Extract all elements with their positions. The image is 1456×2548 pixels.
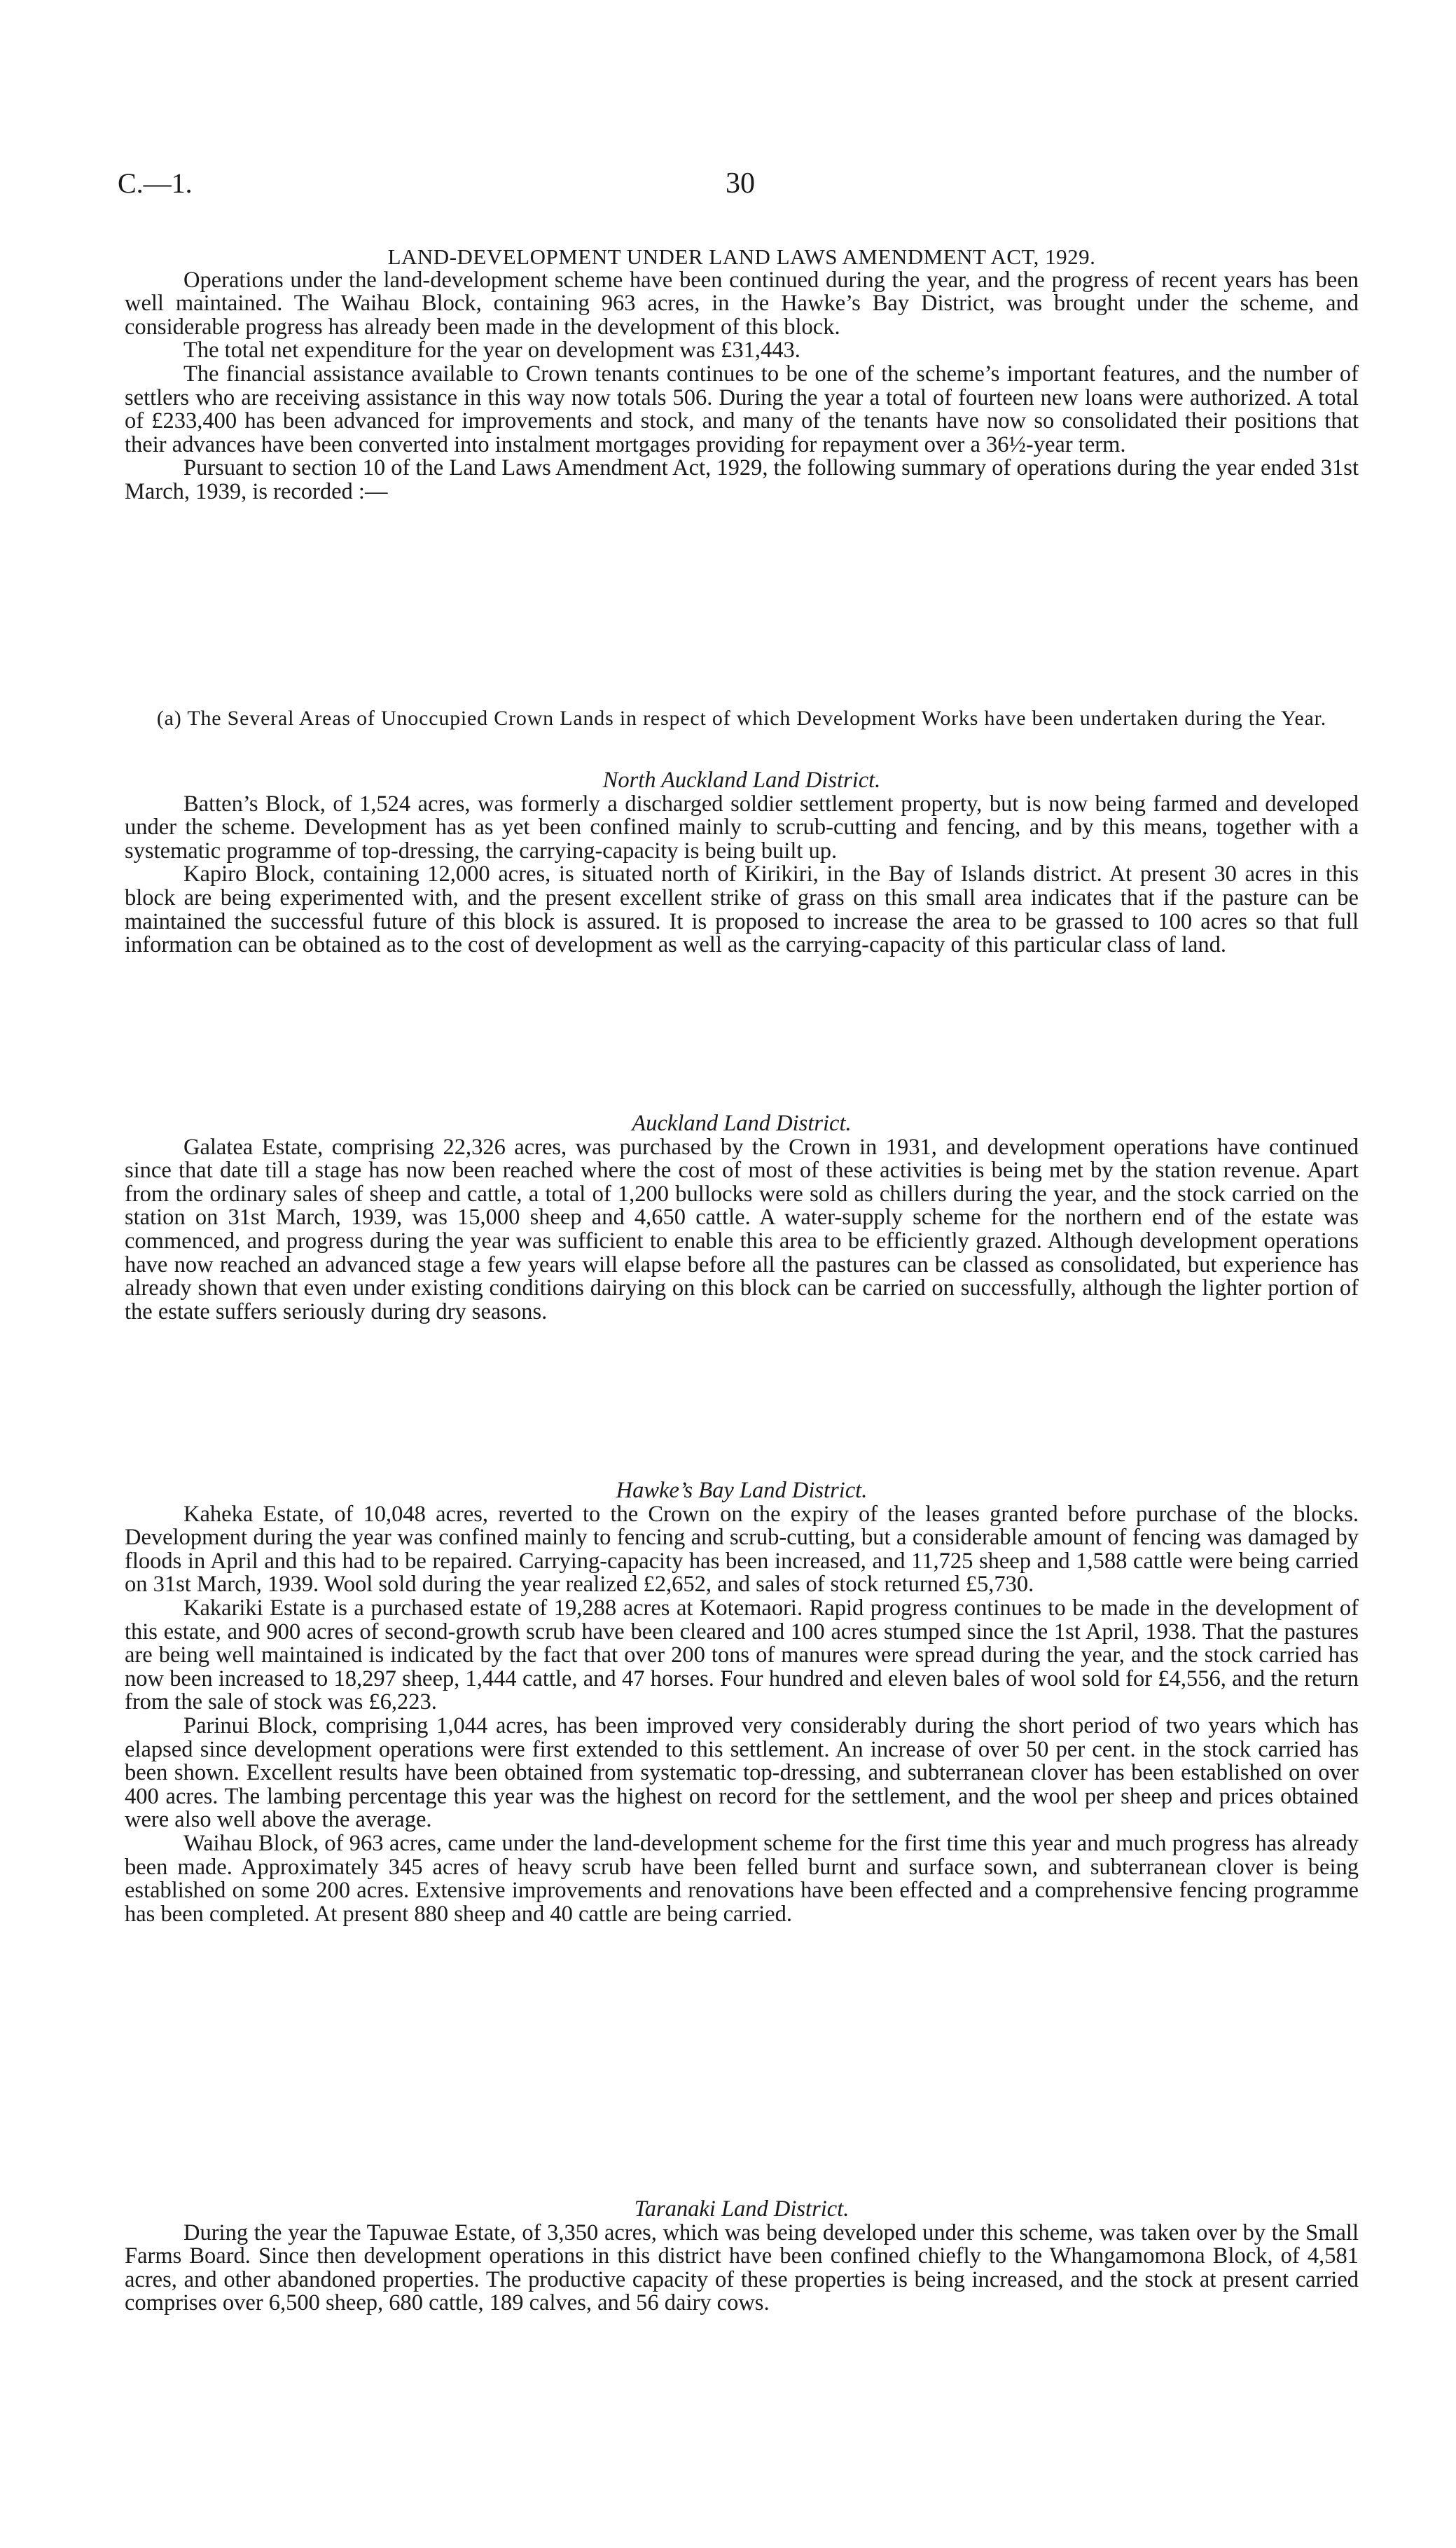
district-heading: Taranaki Land District.: [634, 2196, 850, 2222]
body-paragraph: Kakariki Estate is a purchased estate of 19,288 acres at Kotemaori. Rapid progress continues to be made in the development of this estate, and 900 acres of second-growth scrub have been cleared and 100 acres stumped since the 1st April, 1938. That the pastures are being well maintained is indicated by the fact that over 200 tons of manures were spread during the year, and the stock carried has now been increased to 18,297 sheep, 1,444 cattle, and 47 horses. Four hundred and eleven bales of wool sold for £4,556, and the return from the sale of stock was £6,223.: [125, 1595, 1359, 1715]
taranaki-section: [125, 2198, 1359, 2315]
page-title: LAND-DEVELOPMENT UNDER LAND LAWS AMENDMENT ACT, 1929.: [387, 244, 1096, 269]
document-reference: C.—1.: [118, 167, 193, 199]
auckland-section: [125, 1112, 1359, 1324]
section-a-heading: (a) The Several Areas of Unoccupied Crown Lands in respect of which Development Works have been undertaken during the Year.: [156, 707, 1327, 730]
body-paragraph: Kapiro Block, containing 12,000 acres, is situated north of Kirikiri, in the Bay of Islands district. At present 30 acres in this block are being experimented with, and the present excellent strike of grass on this small area indicates that if the pasture can be maintained the successful future of this block is assured. It is proposed to increase the area to be grassed to 100 acres so that full information can be obtained as to the cost of development as well as the carrying-capacity of this particular class of land.: [125, 861, 1359, 958]
section-a-heading-block: [125, 706, 1359, 731]
intro-paragraph: The total net expenditure for the year on development was £31,443.: [183, 338, 800, 363]
district-heading: Hawke’s Bay Land District.: [616, 1478, 868, 1503]
body-paragraph: Waihau Block, of 963 acres, came under the land-development scheme for the first time this year and much progress has already been made. Approximately 345 acres of heavy scrub have been felled burnt and surface sown, and subterranean clover is being established on some 200 acres. Extensive improvements and renovations have been effected and a comprehensive fencing programme has been completed. At present 880 sheep and 40 cattle are being carried.: [125, 1830, 1359, 1927]
body-paragraph: Kaheka Estate, of 10,048 acres, reverted to the Crown on the expiry of the leases granted before purchase of the blocks. Development during the year was confined mainly to fencing and scrub-cutting, but a considerable amount of fencing was damaged by floods in April and this had to be repaired. Carrying-capacity has been increased, and 11,725 sheep and 1,588 cattle were being carried on 31st March, 1939. Wool sold during the year realized £2,652, and sales of stock returned £5,730.: [125, 1501, 1359, 1598]
body-paragraph: Batten’s Block, of 1,524 acres, was formerly a discharged soldier settlement property, but is now being farmed and developed under the scheme. Development has as yet been confined mainly to scrub-cutting and fencing, and by this means, together with a systematic programme of top-dressing, the carrying-capacity is being built up.: [125, 791, 1359, 864]
north-auckland-section: [125, 769, 1359, 957]
body-paragraph: Galatea Estate, comprising 22,326 acres, was purchased by the Crown in 1931, and development operations have continued since that date till a stage has now been reached where the cost of most of these activities is being met by the station revenue. Apart from the ordinary sales of sheep and cattle, a total of 1,200 bullocks were sold as chillers during the year, and the stock carried on the station on 31st March, 1939, was 15,000 sheep and 4,650 cattle. A water-supply scheme for the northern end of the estate was commenced, and progress during the year was sufficient to enable this area to be efficiently grazed. Although development operations have now reached an advanced stage a few years will elapse before all the pastures can be classed as consolidated, but experience has already shown that even under existing conditions dairying on this block can be carried on successfully, although the lighter portion of the estate suffers seriously during dry seasons.: [125, 1134, 1359, 1324]
district-heading: North Auckland Land District.: [602, 768, 881, 793]
intro-paragraph: The financial assistance available to Crown tenants continues to be one of the scheme’s important features, and the number of settlers who are receiving assistance in this way now totals 506. During the year a total of fourteen new loans were authorized. A total of £233,400 has been advanced for improvements and stock, and many of the tenants have now so consolidated their positions that their advances have been converted into instalment mortgages providing for repayment over a 36½-year term.: [125, 361, 1359, 457]
page-number: 30: [726, 167, 755, 200]
district-heading: Auckland Land District.: [632, 1111, 852, 1136]
body-paragraph: Parinui Block, comprising 1,044 acres, has been improved very considerably during the short period of two years which has elapsed since development operations were first extended to this settlement. An increase of over 50 per cent. in the stock carried has been shown. Excellent results have been obtained from systematic top-dressing, and subterranean clover has been established on over 400 acres. The lambing percentage this year was the highest on record for the settlement, and the wool per sheep and prices obtained were also well above the average.: [125, 1712, 1359, 1833]
intro-paragraph: Operations under the land-development scheme have been continued during the year, and the progress of recent years has been well maintained. The Waihau Block, containing 963 acres, in the Hawke’s Bay District, was brought under the scheme, and considerable progress has already been made in the development of this block.: [125, 267, 1359, 340]
body-paragraph: During the year the Tapuwae Estate, of 3,350 acres, which was being developed under this scheme, was taken over by the Small Farms Board. Since then development operations in this district have been confined chiefly to the Whangamomona Block, of 4,581 acres, and other abandoned properties. The productive capacity of these properties is being increased, and the stock at present carried comprises over 6,500 sheep, 680 cattle, 189 calves, and 56 dairy cows.: [125, 2220, 1359, 2316]
hawkes-bay-section: [125, 1479, 1359, 1926]
intro-paragraph: Pursuant to section 10 of the Land Laws Amendment Act, 1929, the following summary of operations during the year ended 31st March, 1939, is recorded :—: [125, 455, 1359, 504]
intro-block: [125, 245, 1359, 504]
